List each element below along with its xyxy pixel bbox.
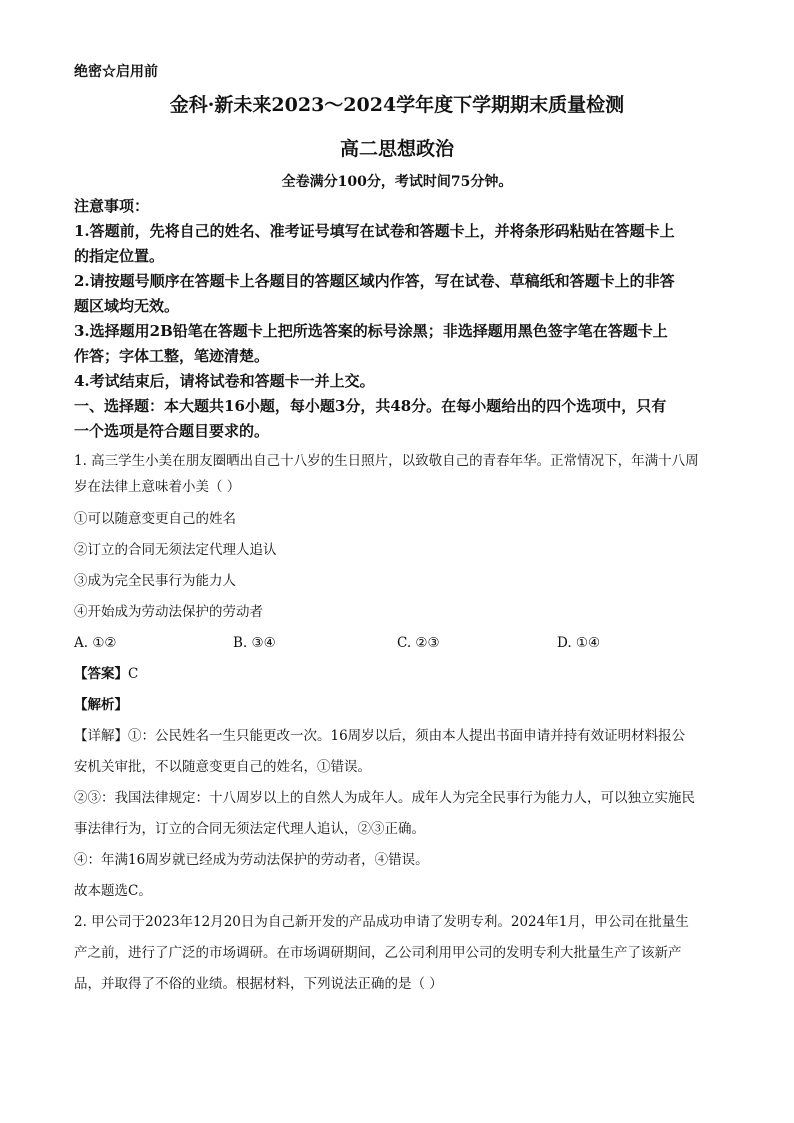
q2-stem: 产之前，进行了广泛的市场调研。在市场调研期间，乙公司利用甲公司的发明专利大批量生产了该新产 [74,945,682,961]
q1-answer [74,664,138,684]
q1-option-d: D. ①④ [557,635,601,651]
notice-line: 作答；字体工整，笔迹清楚。 [74,347,270,365]
q1-detail: 【详解】①：公民姓名一生只能更改一次。16周岁以后，须由本人提出书面申请并持有效证明材料报公 [74,728,686,744]
q1-detail: 事法律行为，订立的合同无须法定代理人追认，②③正确。 [74,821,425,837]
q1-detail: ②③：我国法律规定：十八周岁以上的自然人为成年人。成年人为完全民事行为能力人，可以独立实施民 [74,790,695,806]
q1-detail: 安机关审批，不以随意变更自己的姓名，①错误。 [74,759,371,775]
q2-stem: 2. 甲公司于2023年12月20日为自己新开发的产品成功申请了发明专利。2024年1月，甲公司在批量生 [74,914,689,930]
exam-title: 金科·新未来2023～2024学年度下学期期末质量检测 [169,94,625,116]
secret-mark: 绝密☆启用前 [74,64,158,80]
q1-stem: 岁在法律上意味着小美（ ） [74,479,241,495]
section-heading: 一、选择题：本大题共16小题，每小题3分，共48分。在每小题给出的四个选项中，只有 [74,397,667,415]
q1-option-b: B. ③④ [233,635,276,651]
q2-stem: 品，并取得了不俗的业绩。根据材料，下列说法正确的是（ ） [74,976,443,992]
q1-option-a: A. ①② [74,635,117,651]
answer-label: 【答案】 [74,666,128,682]
q1-detail: 故本题选C。 [74,883,152,899]
notice-line: 1.答题前，先将自己的姓名、准考证号填写在试卷和答题卡上，并将条形码粘贴在答题卡上 [74,222,675,240]
subject-title: 高二思想政治 [339,138,454,160]
answer-value: C [128,666,139,682]
notice-line: 题区域均无效。 [74,297,180,315]
q1-statement: ③成为完全民事行为能力人 [74,573,236,589]
notice-line: 3.选择题用2B铅笔在答题卡上把所选答案的标号涂黑；非选择题用黑色签字笔在答题卡上 [74,322,668,340]
q1-detail: ④：年满16周岁就已经成为劳动法保护的劳动者，④错误。 [74,852,429,868]
notice-heading: 注意事项： [74,197,150,215]
notice-line: 4.考试结束后，请将试卷和答题卡一并上交。 [74,372,375,390]
notice-line: 2.请按题号顺序在答题卡上各题目的答题区域内作答，写在试卷、草稿纸和答题卡上的非答 [74,272,675,290]
q1-statement: ①可以随意变更自己的姓名 [74,511,236,527]
q1-stem: 1. 高三学生小美在朋友圈晒出自己十八岁的生日照片，以致敬自己的青春年华。正常情况下，年满十八周 [74,453,699,469]
q1-statement: ④开始成为劳动法保护的劳动者 [74,604,263,620]
q1-statement: ②订立的合同无须法定代理人追认 [74,542,277,558]
notice-line: 的指定位置。 [74,247,165,265]
section-heading: 一个选项是符合题目要求的。 [74,422,270,440]
score-time-note: 全卷满分100分，考试时间75分钟。 [281,174,513,190]
q1-analysis-label: 【解析】 [74,697,128,713]
q1-option-c: C. ②③ [397,635,440,651]
